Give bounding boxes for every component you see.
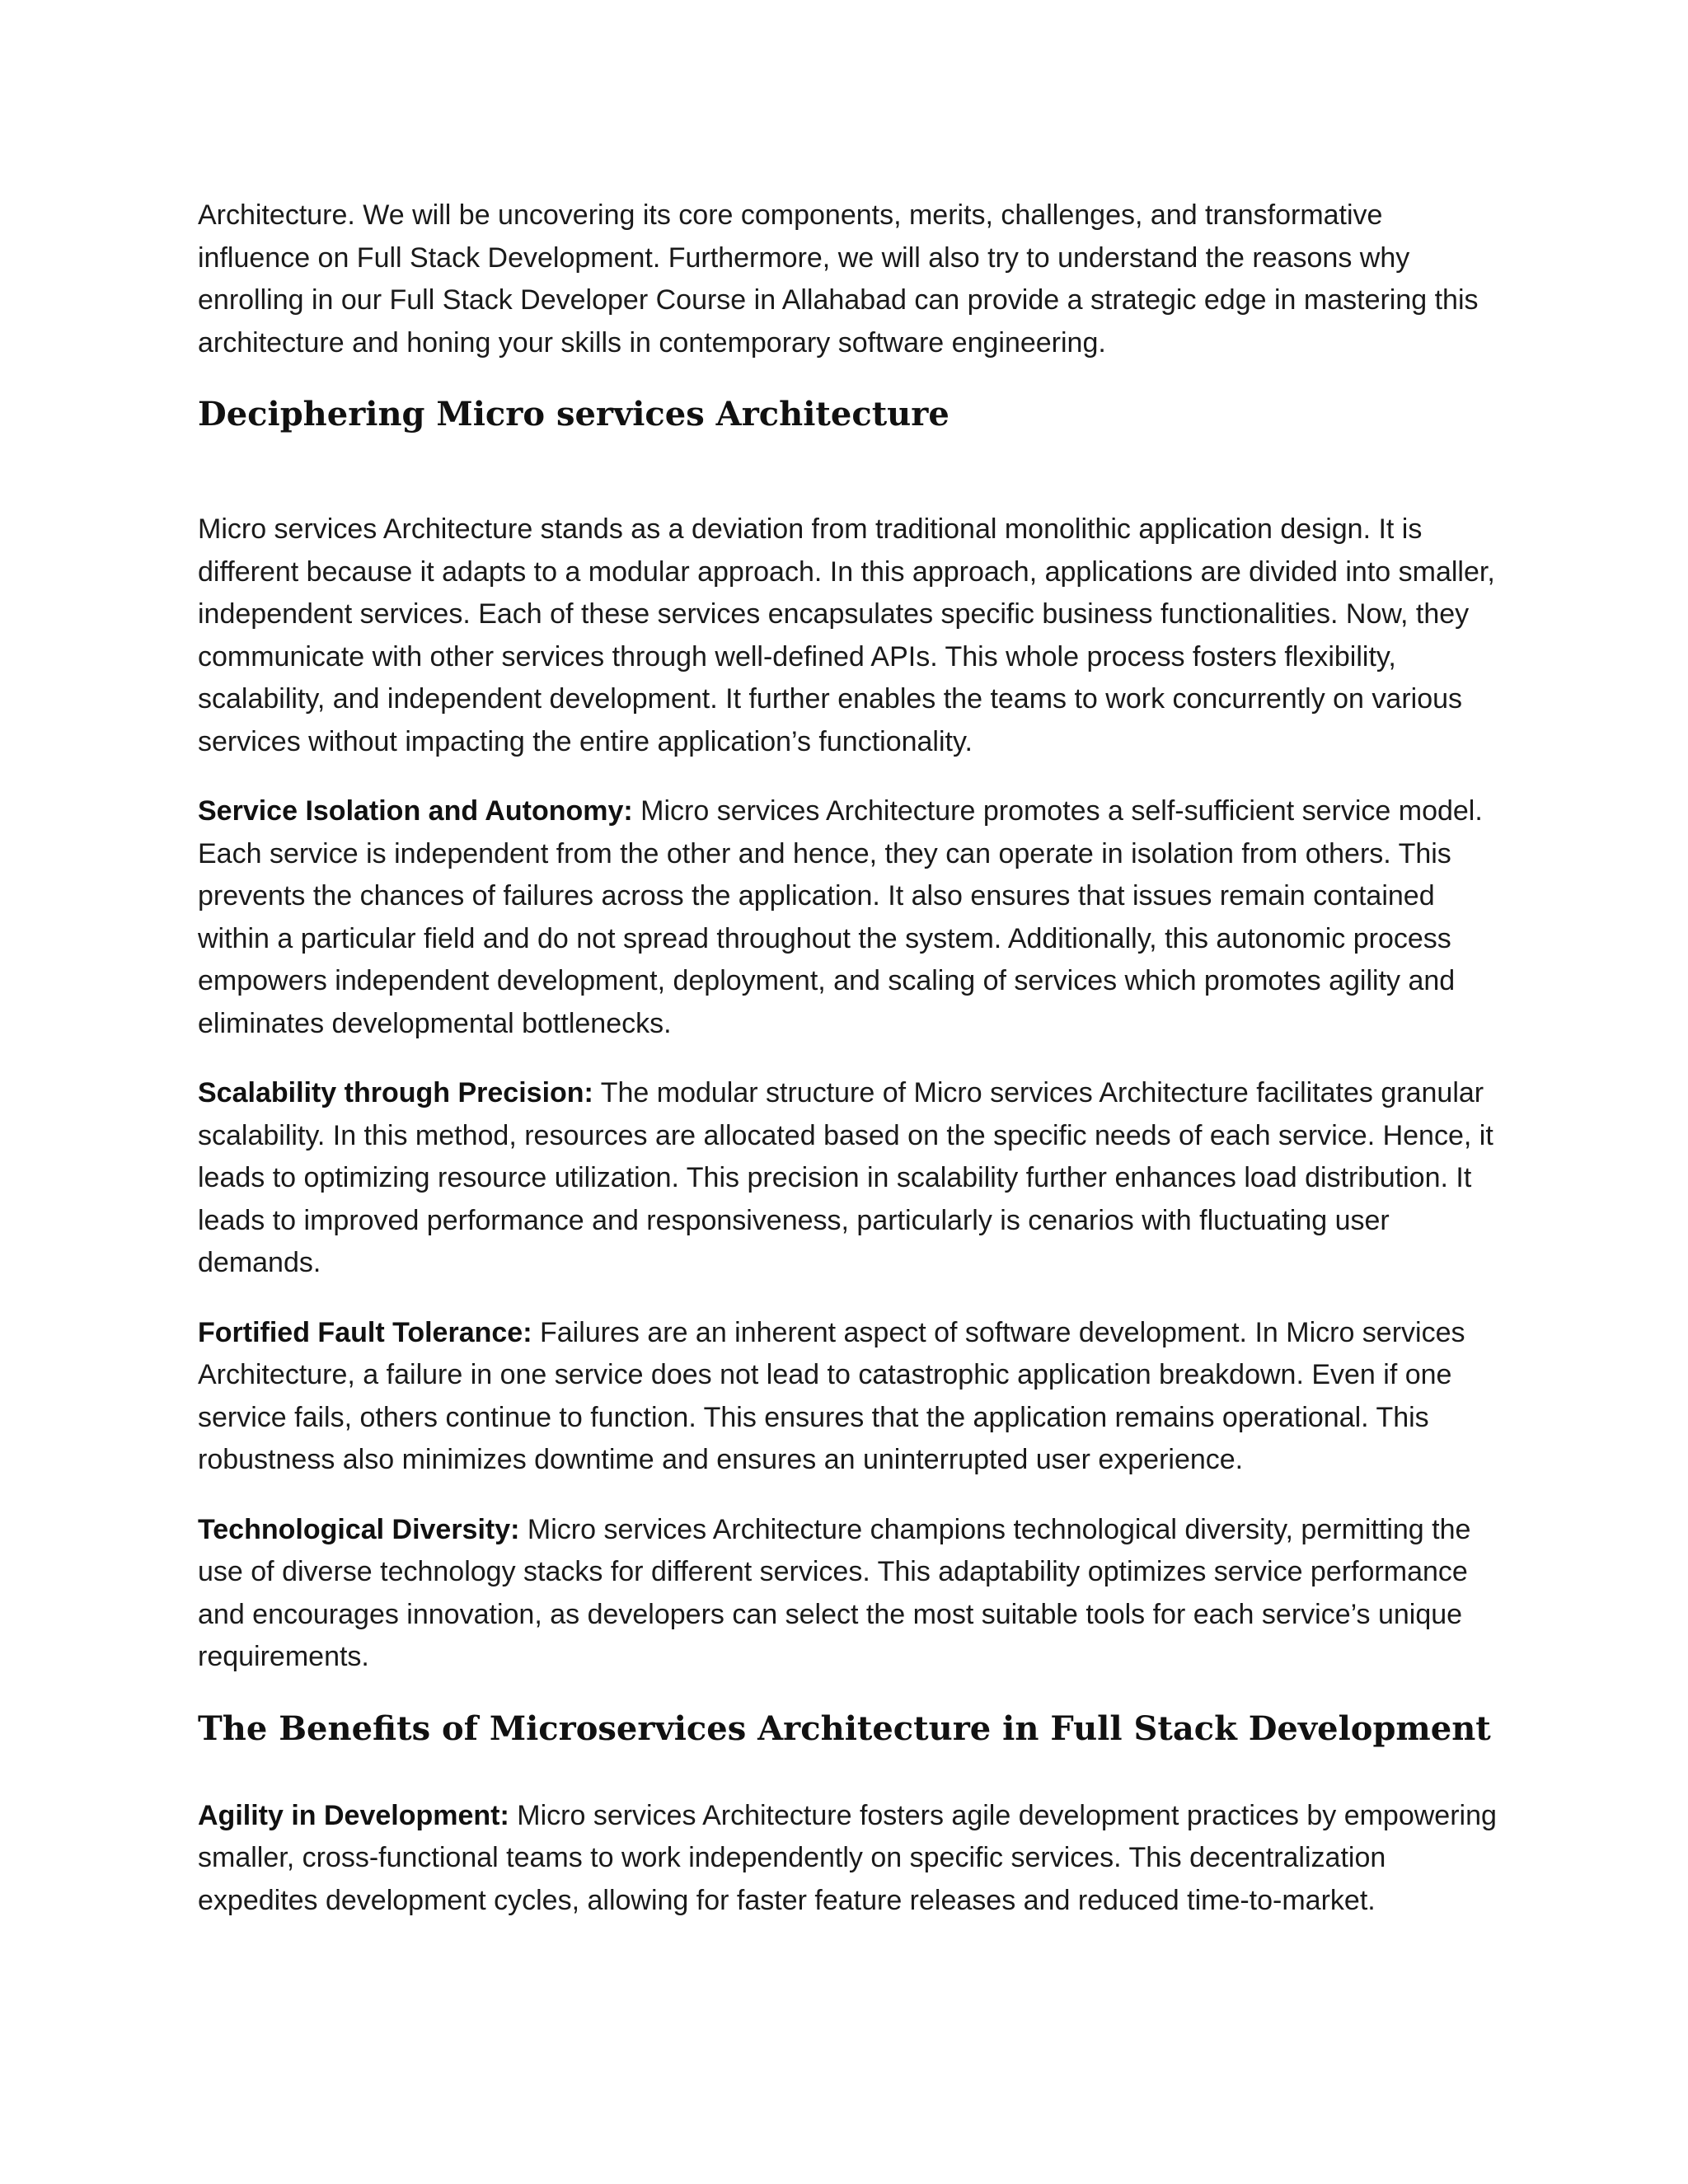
- item-text: Micro services Architecture promotes a self-sufficient service model. Each service is independent from the other and hence, they can operate in isolation from others. This prevents the chances of failures across the application. It also ensures that issues remain contained within a particular field and do not spread throughout the system. Additionally, this autonomic process empowers independent development, deployment, and scaling of services which promotes agility and eliminates developmental bottlenecks.: [198, 795, 1483, 1039]
- section-heading-benefits: The Benefits of Microservices Architecture in Full Stack Development: [198, 1708, 1491, 1748]
- item-term: Scalability through Precision:: [198, 1077, 593, 1108]
- item-term: Agility in Development:: [198, 1799, 509, 1831]
- intro-paragraph: Architecture. We will be uncovering its core components, merits, challenges, and transformative influence on Full Stack Development. Furthermore, we will also try to understand the reasons why enrolling in our Full Stack Developer Course in Allahabad can provide a strategic edge in mastering this architecture and honing your skills in contemporary software engineering.: [198, 199, 1479, 359]
- item-term: Fortified Fault Tolerance:: [198, 1316, 532, 1348]
- item-text: Failures are an inherent aspect of software development. In Micro services Architecture, a failure in one service does not lead to catastrophic application breakdown. Even if one service fails, others continue to function. This ensures that the application remains operational. This robustness also minimizes downtime and ensures an uninterrupted user experience.: [198, 1316, 1465, 1475]
- section-paragraph-overview: Micro services Architecture stands as a deviation from traditional monolithic application design. It is different because it adapts to a modular approach. In this approach, applications are divided into smaller, independent services. Each of these services encapsulates specific business functionalities. Now, they communicate with other services through well-defined APIs. This whole process fosters flexibility, scalability, and independent development. It further enables the teams to work concurrently on various services without impacting the entire application’s functionality.: [198, 513, 1495, 757]
- item-fault-tolerance: [198, 1312, 1500, 1482]
- item-agility: [198, 1795, 1500, 1923]
- item-term: Technological Diversity:: [198, 1513, 520, 1545]
- item-term: Service Isolation and Autonomy:: [198, 795, 633, 827]
- document-body: [198, 194, 1500, 1949]
- item-scalability: [198, 1072, 1500, 1285]
- item-text: Micro services Architecture fosters agile development practices by empowering smaller, cross-functional teams to work independently on specific services. This decentralization expedites development cycles, allowing for faster feature releases and reduced time-to-market.: [198, 1799, 1497, 1916]
- item-text: The modular structure of Micro services Architecture facilitates granular scalability. In this method, resources are allocated based on the specific needs of each service. Hence, it leads to optimizing resource utilization. This precision in scalability further enhances load distribution. It leads to improved performance and responsiveness, particularly is cenarios with fluctuating user demands.: [198, 1077, 1493, 1278]
- item-technological-diversity: [198, 1509, 1500, 1679]
- item-text: Micro services Architecture champions technological diversity, permitting the use of diverse technology stacks for different services. This adaptability optimizes service performance and encourages innovation, as developers can select the most suitable tools for each service’s unique requirements.: [198, 1513, 1471, 1672]
- item-service-isolation: [198, 790, 1500, 1045]
- section-heading-deciphering: Deciphering Micro services Architecture: [198, 395, 950, 434]
